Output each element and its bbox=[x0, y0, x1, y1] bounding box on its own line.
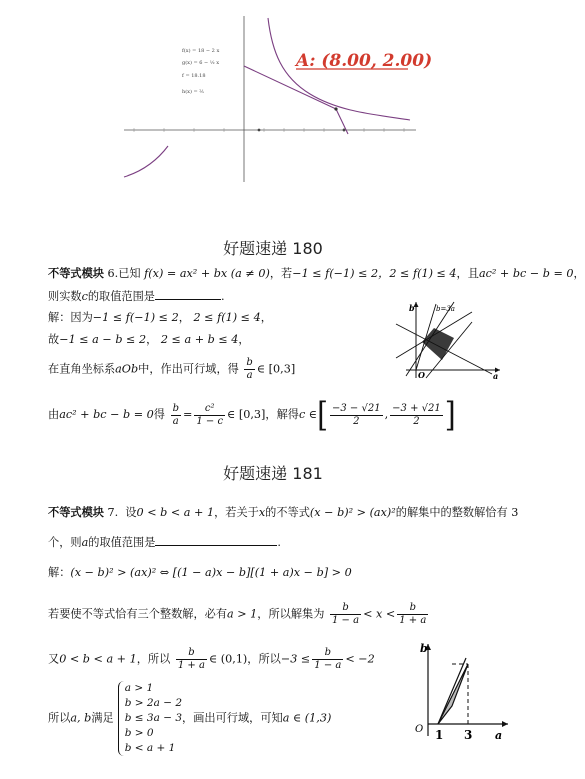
module-tag: 不等式模块 bbox=[48, 506, 104, 519]
svg-text:a: a bbox=[493, 371, 499, 381]
label-g: g(x) = 6 − ¹⁄₂ x bbox=[182, 60, 220, 66]
svg-text:3: 3 bbox=[464, 728, 473, 742]
origin-point bbox=[258, 129, 261, 132]
problem-number: 6. bbox=[107, 267, 119, 280]
inequality-system: a > 1 b > 2a − 2 b ≤ 3a − 3 b > 0 b < a + 1 bbox=[118, 681, 182, 756]
point-label: A: (8.00, 2.00) bbox=[296, 51, 433, 71]
answer-blank[interactable] bbox=[155, 545, 277, 546]
svg-text:b: b bbox=[409, 303, 415, 313]
section-title-181: 好题速递 181 bbox=[223, 464, 323, 483]
svg-text:a: a bbox=[495, 729, 503, 742]
label-t: f = 18.18 bbox=[182, 73, 206, 79]
function-graph bbox=[120, 12, 433, 184]
problem180-solution-line4: 由ac² + bc − b = 0得 $\frac{b}{a}$ = $\frac{\text{c²}}{1 - c}$ ∈ [0,3]，解得c ∈[ $\frac{-3 - √21}{2}$ , $\frac{-3 + √21}{2}$ ] bbox=[48, 394, 456, 435]
problem181-solution-line2: 若要使不等式恰有三个整数解，必有a > 1，所以解集为 $\frac{b}{1 - a}$ < x < $\frac{b}{1 + a}$ bbox=[48, 602, 427, 626]
fraction-b-over-a: $\frac{b}{a}$ bbox=[246, 357, 253, 381]
module-tag: 不等式模块 bbox=[48, 267, 104, 280]
hyperbola-branch-left bbox=[124, 146, 168, 177]
svg-text:1: 1 bbox=[435, 728, 444, 742]
line-g bbox=[244, 66, 336, 109]
point-a bbox=[334, 107, 337, 110]
problem180-solution-line1: 解：因为−1 ≤ f(−1) ≤ 2， 2 ≤ f(1) ≤ 4， bbox=[48, 311, 272, 324]
problem180-solution-line2: 故−1 ≤ a − b ≤ 2， 2 ≤ a + b ≤ 4， bbox=[48, 333, 250, 346]
label-h: h(x) = ²⁄ₓ bbox=[182, 89, 205, 95]
feasible-region-figure-180 bbox=[392, 298, 504, 380]
problem180-statement-line2: 则实数c的取值范围是 . bbox=[48, 290, 225, 303]
label-f: f(x) = 18 − 2 x bbox=[182, 48, 220, 54]
problem181-statement-line2: 个，则a的取值范围是 . bbox=[48, 536, 281, 549]
problem-number: 7. bbox=[107, 506, 119, 519]
problem181-solution-line3: 又0 < b < a + 1，所以 $\frac{b}{1 + a}$ ∈ (0,1)，所以−3 ≤ $\frac{b}{1 - a}$ < −2 bbox=[48, 647, 375, 671]
problem181-solution-line4: 所以a, b满足 a > 1 b > 2a − 2 b ≤ 3a − 3 b > 0 b < a + 1 ，画出可行域，可知a ∈ (1,3) bbox=[48, 682, 332, 754]
problem180-statement-line1: 不等式模块 6.已知 f(x) = ax² + bx (a ≠ 0)，若−1 ≤ f(−1) ≤ 2，2 ≤ f(1) ≤ 4，且ac² + bc − b = 0， bbox=[48, 267, 585, 280]
problem180-solution-line3: 在直角坐标系aOb中，作出可行域，得 $\frac{b}{a}$ ∈ [0,3] bbox=[48, 357, 296, 381]
answer-blank[interactable] bbox=[155, 299, 221, 300]
problem181-solution-line1: 解：(x − b)² > (ax)² ⇔ [(1 − a)x − b][(1 + a)x − b] > 0 bbox=[48, 566, 352, 579]
svg-text:b=3a: b=3a bbox=[436, 305, 455, 313]
section-title-180: 好题速递 180 bbox=[223, 239, 323, 258]
x-intercept-point bbox=[343, 129, 346, 132]
svg-text:O: O bbox=[415, 724, 424, 735]
feasible-region bbox=[438, 664, 468, 724]
svg-text:b: b bbox=[420, 642, 428, 655]
svg-text:O: O bbox=[418, 370, 425, 380]
feasible-region-figure-181 bbox=[402, 640, 512, 744]
problem181-statement-line1: 不等式模块 7. 设0 < b < a + 1，若关于x的不等式(x − b)² > (ax)²的解集中的整数解恰有 3 bbox=[48, 506, 519, 519]
